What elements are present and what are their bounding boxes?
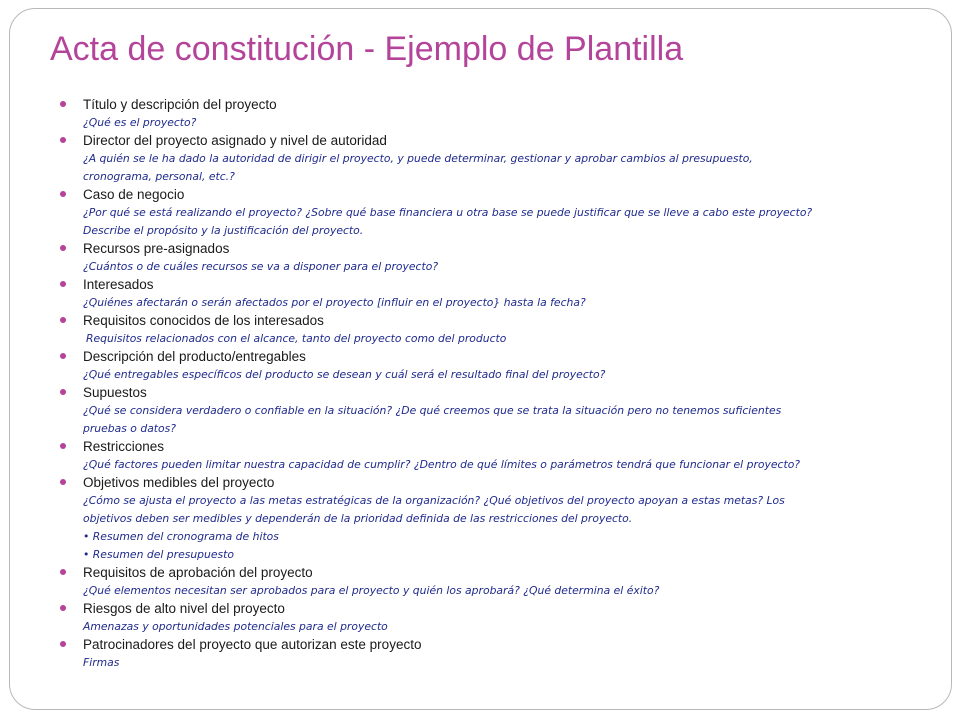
template-item bbox=[60, 186, 920, 240]
item-label: Caso de negocio bbox=[83, 187, 185, 202]
template-item bbox=[60, 276, 920, 312]
item-description-line: ¿Cómo se ajusta el proyecto a las metas estratégicas de la organización? ¿Qué objetivos del proyecto apoyan a estas metas? Los bbox=[83, 494, 785, 507]
template-item bbox=[60, 132, 920, 186]
slide-title: Acta de constitución - Ejemplo de Plantilla bbox=[50, 30, 684, 68]
bullet-icon bbox=[60, 641, 66, 647]
item-description-line: ¿Quiénes afectarán o serán afectados por el proyecto [influir en el proyecto} hasta la fecha? bbox=[83, 296, 586, 309]
template-item-list bbox=[60, 96, 920, 672]
item-label: Interesados bbox=[83, 277, 154, 292]
bullet-icon bbox=[60, 353, 66, 359]
item-description-line: cronograma, personal, etc.? bbox=[83, 170, 235, 183]
item-label: Patrocinadores del proyecto que autorizan este proyecto bbox=[83, 637, 422, 652]
bullet-icon bbox=[60, 245, 66, 251]
item-description-line: ¿A quién se le ha dado la autoridad de dirigir el proyecto, y puede determinar, gestionar y aprobar cambios al presupuesto, bbox=[83, 152, 753, 165]
item-label: Requisitos de aprobación del proyecto bbox=[83, 565, 313, 580]
item-label: Objetivos medibles del proyecto bbox=[83, 475, 275, 490]
item-description-line: ¿Qué factores pueden limitar nuestra capacidad de cumplir? ¿Dentro de qué límites o parámetros tendrá que funcionar el proyecto? bbox=[83, 458, 801, 471]
item-description-line: ¿Cuántos o de cuáles recursos se va a disponer para el proyecto? bbox=[83, 260, 439, 273]
bullet-icon bbox=[60, 137, 66, 143]
item-description-line: Describe el propósito y la justificación del proyecto. bbox=[83, 224, 364, 237]
item-label: Descripción del producto/entregables bbox=[83, 349, 306, 364]
template-item bbox=[60, 474, 920, 564]
item-label: Restricciones bbox=[83, 439, 165, 454]
bullet-icon bbox=[60, 281, 66, 287]
template-item bbox=[60, 348, 920, 384]
template-item bbox=[60, 564, 920, 600]
bullet-icon bbox=[60, 191, 66, 197]
template-item bbox=[60, 600, 920, 636]
bullet-icon bbox=[60, 317, 66, 323]
item-description-line: Amenazas y oportunidades potenciales para el proyecto bbox=[83, 620, 388, 633]
item-description-line: ¿Qué elementos necesitan ser aprobados para el proyecto y quién los aprobará? ¿Qué determina el éxito? bbox=[83, 584, 660, 597]
template-item bbox=[60, 438, 920, 474]
item-label: Director del proyecto asignado y nivel de autoridad bbox=[83, 133, 387, 148]
item-description-line: • Resumen del presupuesto bbox=[83, 548, 234, 561]
item-description-line: Firmas bbox=[83, 656, 120, 669]
item-description-line: ¿Qué es el proyecto? bbox=[83, 116, 197, 129]
template-item bbox=[60, 312, 920, 348]
template-item bbox=[60, 384, 920, 438]
item-description-line: objetivos deben ser medibles y dependerán de la prioridad definida de las restricciones del proyecto. bbox=[83, 512, 633, 525]
template-item bbox=[60, 636, 920, 672]
item-description-line: ¿Qué se considera verdadero o confiable en la situación? ¿De qué creemos que se trata la situación pero no tenemos suficientes bbox=[83, 404, 782, 417]
item-description-line: ¿Qué entregables específicos del producto se desean y cuál será el resultado final del proyecto? bbox=[83, 368, 606, 381]
item-description-line: Requisitos relacionados con el alcance, tanto del proyecto como del producto bbox=[86, 332, 507, 345]
bullet-icon bbox=[60, 605, 66, 611]
bullet-icon bbox=[60, 479, 66, 485]
bullet-icon bbox=[60, 569, 66, 575]
bullet-icon bbox=[60, 101, 66, 107]
item-label: Riesgos de alto nivel del proyecto bbox=[83, 601, 285, 616]
item-label: Recursos pre-asignados bbox=[83, 241, 230, 256]
template-item bbox=[60, 240, 920, 276]
item-label: Título y descripción del proyecto bbox=[83, 97, 277, 112]
template-item bbox=[60, 96, 920, 132]
item-label: Requisitos conocidos de los interesados bbox=[83, 313, 324, 328]
bullet-icon bbox=[60, 389, 66, 395]
item-description-line: • Resumen del cronograma de hitos bbox=[83, 530, 279, 543]
item-description-line: ¿Por qué se está realizando el proyecto? ¿Sobre qué base financiera u otra base se puede justificar que se lleve a cabo este proyecto? bbox=[83, 206, 813, 219]
bullet-icon bbox=[60, 443, 66, 449]
item-label: Supuestos bbox=[83, 385, 147, 400]
item-description-line: pruebas o datos? bbox=[83, 422, 177, 435]
